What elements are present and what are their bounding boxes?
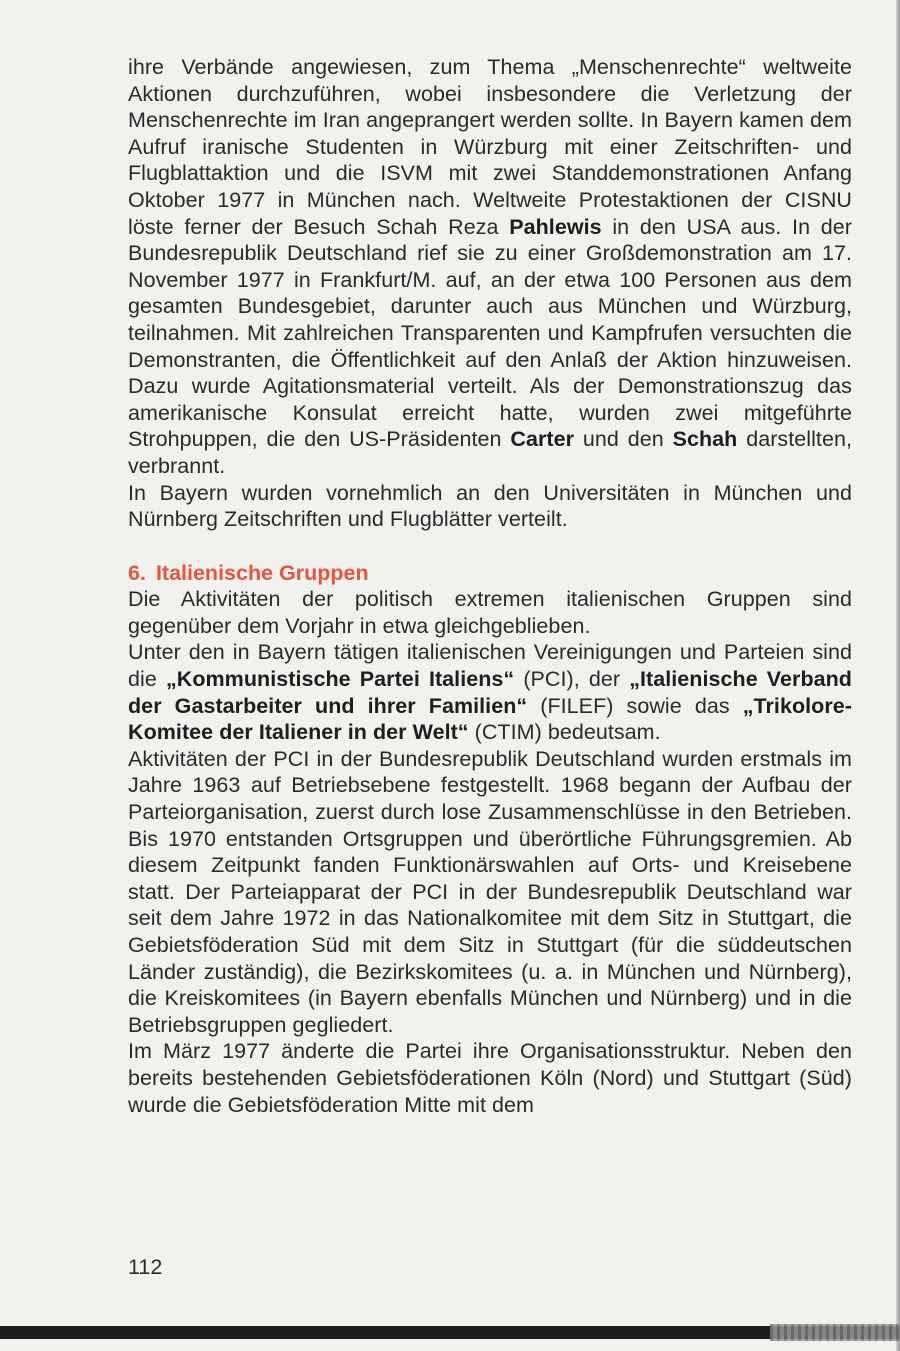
- paragraph-text: In Bayern wurden vornehmlich an den Universitäten in München und Nürnberg Zeitschriften und Flugblätter verteilt.: [128, 480, 852, 532]
- bottom-scan-rule: [0, 1326, 900, 1339]
- bold-term: „Trikolore-Komitee der Italiener in der Welt“: [128, 693, 852, 745]
- page-body: [128, 54, 852, 1118]
- paragraph-text: Aktivitäten der PCI in der Bundesrepublik Deutschland wurden erstmals im Jahre 1963 auf Betriebsebene festgestellt. 1968 begann der Aufbau der Parteiorganisation, zuerst durch lose Zusammenschlüsse in den Betrieben. Bis 1970 entstanden Ortsgruppen und überörtliche Führungsgremien. Ab diesem Zeitpunkt fanden Funktionärswahlen auf Orts- und Kreisebene statt. Der Parteiapparat der PCI in der Bundesrepublik Deutschland war seit dem Jahre 1972 in das Nationalkomitee mit dem Sitz in Stuttgart, die Gebietsföderation Süd mit dem Sitz in Stuttgart (für die süddeutschen Länder zuständig), die Bezirkskomitees (u. a. in München und Nürnberg), die Kreiskomitees (in Bayern ebenfalls München und Nürnberg) und in die Betriebsgruppen gegliedert.: [128, 746, 852, 1037]
- paragraph-text: in den USA aus. In der Bundesrepublik Deutschland rief sie zu einer Großdemonstration am 17. November 1977 in Frankfurt/M. auf, an der etwa 100 Personen aus dem gesamten Bundesgebiet, darunter auch aus München und Würzburg, teilnahmen. Mit zahlreichen Transparenten und Kampfrufen versuchten die Demonstranten, die Öffentlichkeit auf den Anlaß der Aktion hinzuweisen. Dazu wurde Agitationsmaterial verteilt. Als der Demonstrationszug das amerikanische Konsulat erreicht hatte, wurden zwei mitgeführte Strohpuppen, die den US-Präsidenten: [128, 214, 853, 452]
- paragraphs_section-paragraph: [128, 1038, 852, 1118]
- section-heading: [128, 560, 852, 587]
- paragraphs_intro-paragraph: [128, 480, 852, 533]
- paragraph-text: Im März 1977 änderte die Partei ihre Organisationsstruktur. Neben den bereits bestehenden Gebietsföderationen Köln (Nord) und Stuttgart (Süd) wurde die Gebietsföderation Mitte mit dem: [128, 1039, 852, 1117]
- page-edge-shadow: [896, 0, 900, 1351]
- paragraphs_section-paragraph: [128, 586, 852, 639]
- bold-term: Schah: [672, 427, 738, 452]
- section-number: 6.: [128, 560, 146, 585]
- paragraph-text: (PCI), der: [514, 667, 630, 692]
- paragraph-text: ihre Verbände angewiesen, zum Thema „Menschenrechte“ weltweite Aktionen durchzuführen, wobei insbesondere die Verletzung der Menschenrechte im Iran angeprangert werden sollte. In Bayern kamen dem Aufruf iranische Studenten in Würzburg mit einer Zeitschriften- und Flugblattaktion und die ISVM mit zwei Standdemonstrationen Anfang Oktober 1977 in München nach. Weltweite Protestaktionen der CISNU löste ferner der Besuch Schah Reza: [128, 55, 852, 239]
- paragraph-text: (FILEF) sowie das: [527, 693, 743, 718]
- paragraphs_intro-paragraph: [128, 54, 852, 480]
- bold-term: Carter: [510, 427, 575, 452]
- bold-term: Pahlewis: [509, 214, 602, 239]
- paragraph-text: darstellten, verbrannt.: [128, 427, 852, 478]
- paragraph-text: Die Aktivitäten der politisch extremen italienischen Gruppen sind gegenüber dem Vorjahr in etwa gleichgeblieben.: [128, 587, 852, 638]
- page-number: 112: [128, 1255, 163, 1279]
- paragraph-text: und den: [574, 427, 673, 452]
- paragraph-text: Unter den in Bayern tätigen italienischen Vereinigungen und Parteien sind die: [128, 640, 852, 692]
- bottom-scan-rule-fade: [770, 1324, 900, 1341]
- paragraphs_section-paragraph: [128, 746, 852, 1039]
- section-text: [128, 586, 852, 1118]
- section-title: Italienische Gruppen: [155, 560, 369, 585]
- bold-term: „Kommunistische Partei Italiens“: [165, 667, 515, 692]
- paragraph-text: (CTIM) bedeutsam.: [468, 720, 661, 745]
- paragraphs_section-paragraph: [128, 639, 852, 745]
- bold-term: „Italienische Verband der Gastarbeiter und ihrer Familien“: [128, 667, 852, 718]
- intro-text: [128, 54, 852, 533]
